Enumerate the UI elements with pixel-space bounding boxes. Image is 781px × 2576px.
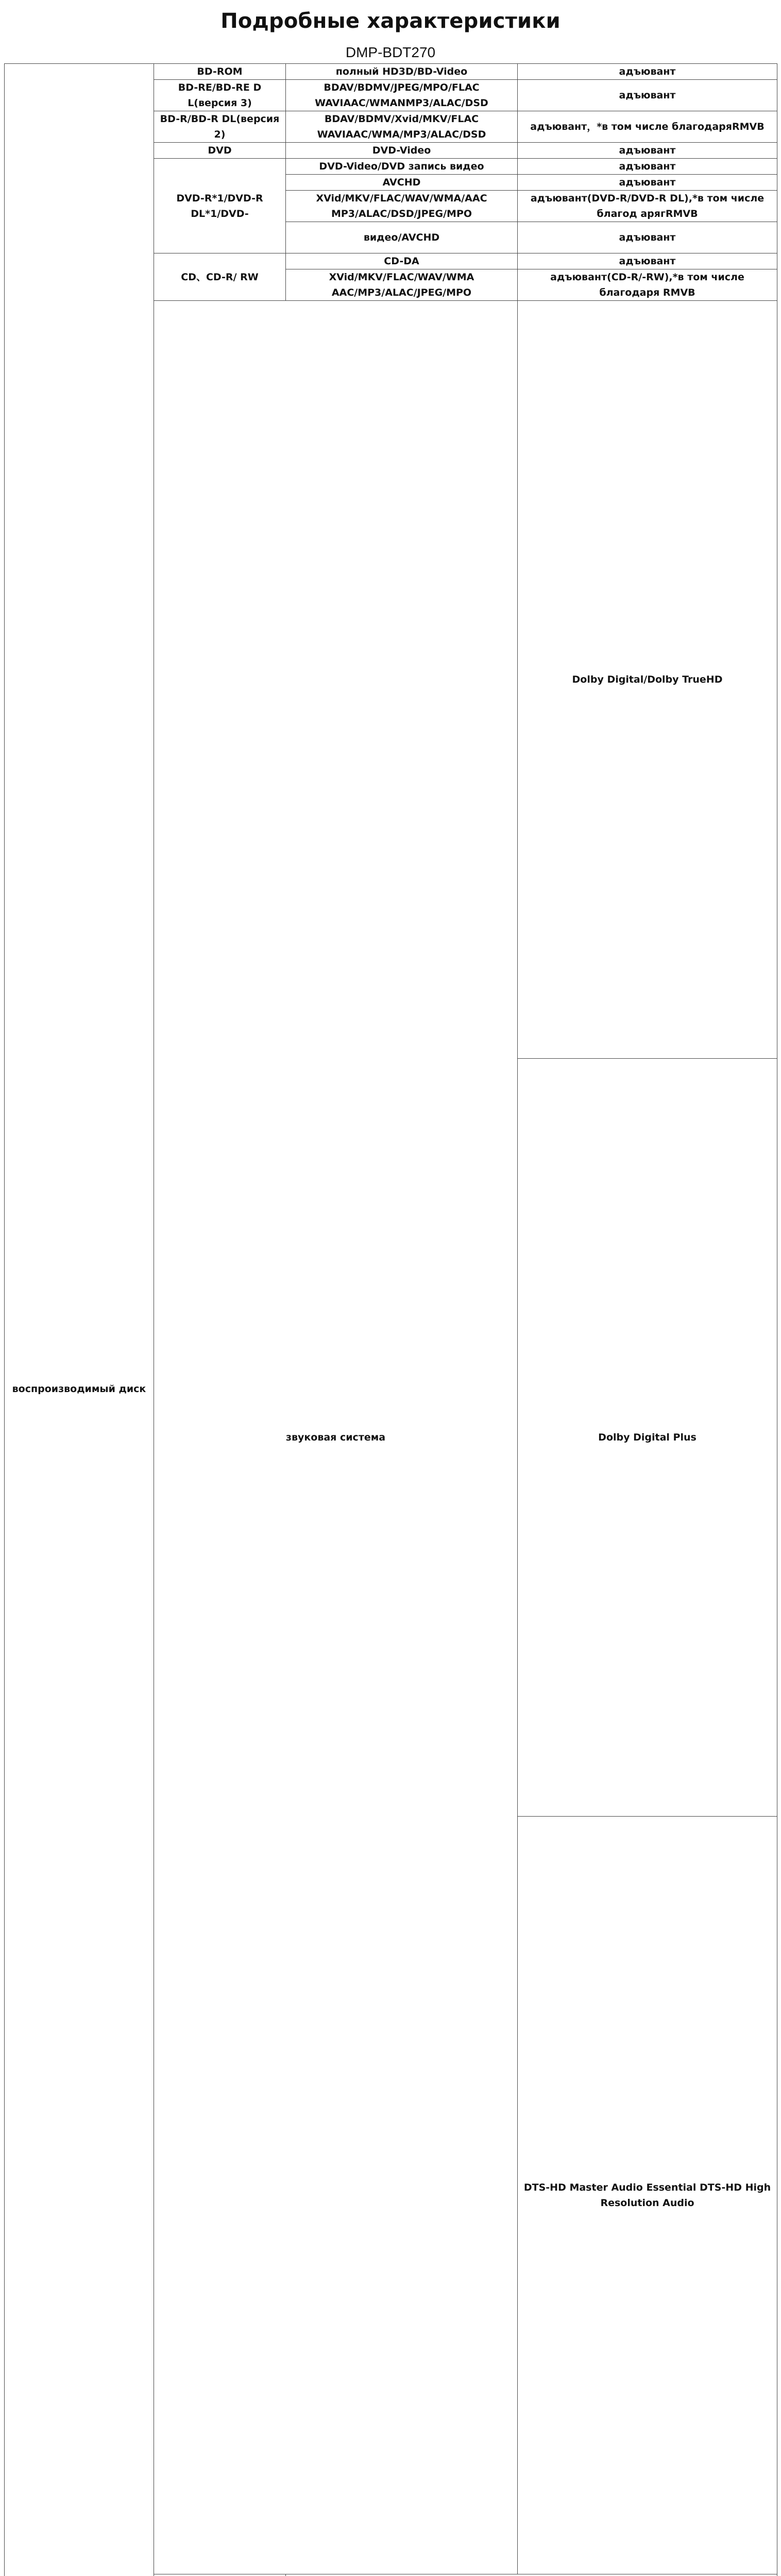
spec-value: адъювант: [518, 222, 777, 253]
disc-format: CD-DA: [286, 253, 518, 269]
spec-table: [4, 63, 777, 2576]
section-label-sd: [154, 2574, 286, 2576]
spec-value: адъювант: [518, 253, 777, 269]
disc-type: CD、CD-R/ RW: [154, 253, 286, 301]
audio-format: Dolby Digital/Dolby TrueHD: [518, 301, 777, 1059]
disc-format: DVD-Video/DVD запись видео: [286, 159, 518, 175]
disc-format: DVD-Video: [286, 143, 518, 159]
disc-type: BD-RE/BD-RE D L(версия 3): [154, 80, 286, 111]
audio-format: Dolby Digital Plus: [518, 1059, 777, 1817]
spec-value: адъювант: [518, 64, 777, 80]
spec-value: адъювант，*в том числе благодаряRMVB: [518, 111, 777, 143]
spec-value: адъювант: [518, 175, 777, 191]
disc-format: XVid/MKV/FLAC/WAV/WMA/AAC MP3/ALAC/DSD/JPEG/MPO: [286, 191, 518, 222]
section-label-disc: воспроизводимый диск: [5, 64, 154, 2576]
disc-format: видео/AVCHD: [286, 222, 518, 253]
disc-type: DVD: [154, 143, 286, 159]
section-label-audio: звуковая система: [154, 301, 518, 2574]
disc-format: полный HD3D/BD-Video: [286, 64, 518, 80]
spec-value: адъювант(DVD-R/DVD-R DL),*в том числе благод арягRMVB: [518, 191, 777, 222]
sd-format: [286, 2574, 777, 2576]
disc-format: BDAV/BDMV/Xvid/MKV/FLAC WAVIAAC/WMA/MP3/ALAC/DSD: [286, 111, 518, 143]
disc-format: AVCHD: [286, 175, 518, 191]
disc-type: BD-R/BD-R DL(версия 2): [154, 111, 286, 143]
spec-value: адъювант: [518, 80, 777, 111]
table-row: [5, 64, 777, 80]
disc-format: XVid/MKV/FLAC/WAV/WMA AAC/MP3/ALAC/JPEG/MPO: [286, 269, 518, 301]
disc-type: BD-ROM: [154, 64, 286, 80]
audio-format: DTS-HD Master Audio Essential DTS-HD High Resolution Audio: [518, 1817, 777, 2574]
spec-value: адъювант: [518, 143, 777, 159]
model-number: DMP-BDT270: [0, 44, 781, 61]
spec-value: адъювант(CD-R/-RW),*в том числе благодаря RMVB: [518, 269, 777, 301]
disc-type: DVD-R*1/DVD-R DL*1/DVD-: [154, 159, 286, 253]
page-title: Подробные характеристики: [0, 9, 781, 33]
spec-value: адъювант: [518, 159, 777, 175]
disc-format: BDAV/BDMV/JPEG/MPO/FLAC WAVIAAC/WMANMP3/ALAC/DSD: [286, 80, 518, 111]
